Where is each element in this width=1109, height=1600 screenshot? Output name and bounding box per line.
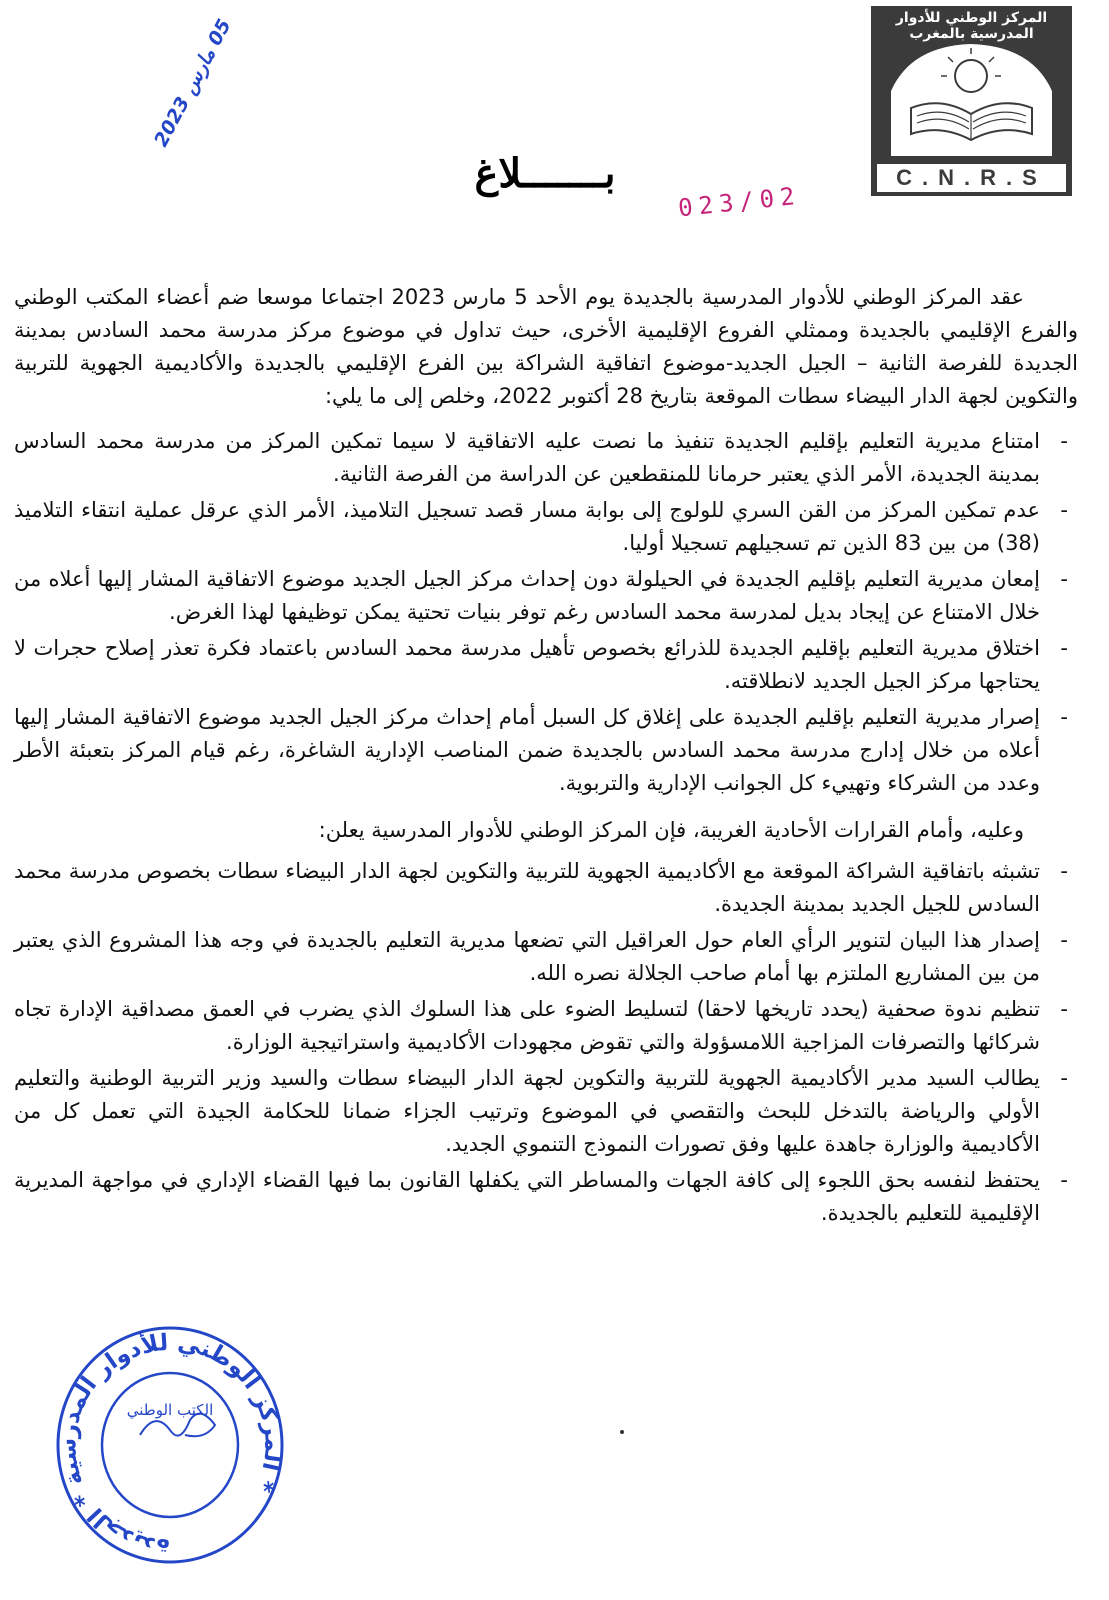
list-item: - يطالب السيد مدير الأكاديمية الجهوية للتربية والتكوين لجهة الدار البيضاء سطات والسيد وزير التربية الوطنية والتعليم الأولي والرياضة بالتدخل للبحث والتقصي في الموضوع وترتيب الجزاء ضمانا للحكامة الجيدة التي تعمل كل من الأكاديمية والوزارة جاهدة عليها وفق تصورات النموذج التنموي الجديد. [14,1062,1078,1161]
logo-acronym: C.N.R.S [877,164,1066,192]
list-item: - تشبثه باتفاقية الشراكة الموقعة مع الأكاديمية الجهوية للتربية والتكوين لجهة الدار البيضاء سطات بخصوص مدرسة محمد السادس للجيل الجديد بمدينة الجديدة. [14,855,1078,921]
list-item: - تنظيم ندوة صحفية (يحدد تاريخها لاحقا) لتسليط الضوء على هذا السلوك الذي يضرب في العمق مصداقية الإدارة تجاه شركائها والتصرفات المزاجية اللامسؤولة والتي تقوض مجهودات الأكاديمية واستراتيجية الوزارة. [14,993,1078,1059]
document-title: بـــــــلاغ [474,150,616,197]
document-body [14,281,1078,1233]
declaration-lead: وعليه، وأمام القرارات الأحادية الغريبة، فإن المركز الوطني للأدوار المدرسية يعلن: [318,818,1024,842]
declarations-list [14,855,1078,1230]
reference-stamp: 023/02 [676,181,802,223]
seal-center-text: الكتب الوطني [126,1401,214,1419]
ink-speck [620,1430,624,1434]
list-item: - اختلاق مديرية التعليم بإقليم الجديدة للذرائع بخصوص تأهيل مدرسة محمد السادس باعتماد فكرة تعذر إصلاح حجرات لا يحتاجها مركز الجيل الجديد لانطلاقته. [14,632,1078,698]
open-book-icon [871,36,1072,156]
list-item: - إصرار مديرية التعليم بإقليم الجديدة على إغلاق كل السبل أمام إحداث مركز الجيل الجديد موضوع الاتفاقية المشار إليها أعلاه من خلال إدارج مدرسة محمد السادس بالجديدة ضمن المناصب الإدارية الشاغرة، رغم قيام المركز بتعبئة الأطر وعدد من الشركاء وتهييء كل الجوانب الإدارية والتربوية. [14,701,1078,800]
list-item: - عدم تمكين المركز من القن السري للولوج إلى بوابة مسار قصد تسجيل التلاميذ، الأمر الذي عرقل عملية انتقاء التلاميذ (38) من بين 83 الذين تم تسجيلهم تسجيلا أوليا. [14,494,1078,560]
list-item: - يحتفظ لنفسه بحق اللجوء إلى كافة الجهات والمساطر التي يكفلها القانون بما فيها القضاء الإداري في مواجهة المديرية الإقليمية للتعليم بالجديدة. [14,1164,1078,1230]
signature-mark [135,1405,225,1455]
findings-list [14,425,1078,800]
organization-logo [871,6,1072,196]
handwritten-date: 05 مارس 2023 [150,15,236,151]
list-item: - إصدار هذا البيان لتنوير الرأي العام حول العراقيل التي تضعها مديرية التعليم بالجديدة في وجه هذا المشروع الذي يعتبر من بين المشاريع الملتزم بها أمام صاحب الجلالة نصره الله. [14,924,1078,990]
list-item: - امتناع مديرية التعليم بإقليم الجديدة تنفيذ ما نصت عليه الاتفاقية لا سيما تمكين المركز من مدرسة محمد السادس بمدينة الجديدة، الأمر الذي يعتبر حرمانا للمنقطعين عن الدراسة من الفرصة الثانية. [14,425,1078,491]
logo-title: المركز الوطني للأدوار المدرسية بالمغرب [895,10,1048,42]
list-item: - إمعان مديرية التعليم بإقليم الجديدة في الحيلولة دون إحداث مركز الجيل الجديد موضوع الاتفاقية المشار إليها أعلاه من خلال الامتناع عن إيجاد بديل لمدرسة محمد السادس رغم توفر بنيات تحتية يمكن توظيفها لهذا الغرض. [14,563,1078,629]
seal-ring-text: المركز الوطني للأدوار المدرسية * الجديدة * [55,1329,286,1561]
intro-paragraph: عقد المركز الوطني للأدوار المدرسية بالجديدة يوم الأحد 5 مارس 2023 اجتماعا موسعا ضم أعضاء المكتب الوطني والفرع الإقليمي بالجديدة وممثلي الفروع الإقليمية الأخرى، حيث تداول في موضوع مركز مدرسة محمد السادس بمدينة الجديدة للفرصة الثانية – الجيل الجديد-موضوع اتفاقية الشراكة بين الفرع الإقليمي بالجديدة والأكاديمية الجهوية للتربية والتكوين لجهة الدار البيضاء سطات الموقعة بتاريخ 28 أكتوبر 2022، وخلص إلى ما يلي: [14,285,1078,408]
